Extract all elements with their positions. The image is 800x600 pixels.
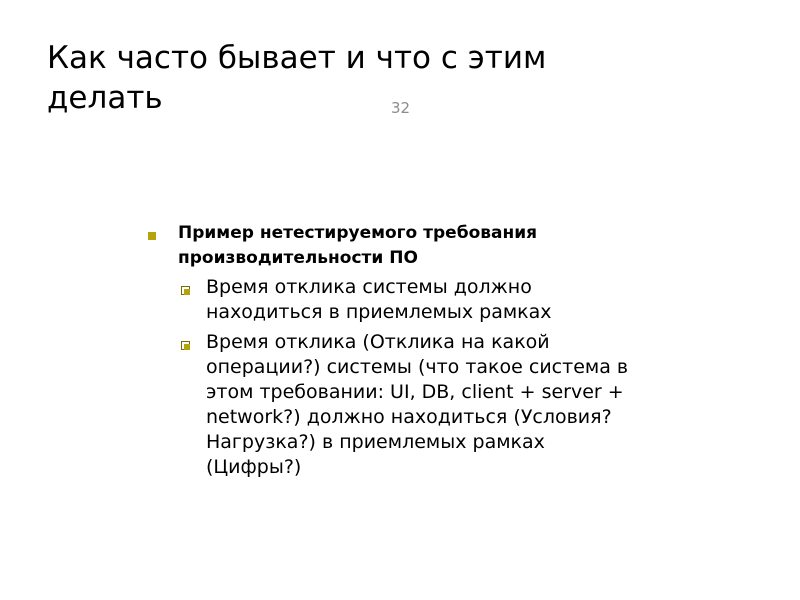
sub-bullet-item [178,275,645,325]
slide-number: 32 [391,99,411,117]
sub-bullet-item [178,330,645,480]
square-bullet-icon [148,232,156,240]
sub-bullet-text: Время отклика системы должно находиться в приемлемых рамках [206,276,552,323]
checkbox-bullet-icon [181,341,190,350]
slide-content [145,221,645,485]
slide-title: Как часто бывает и что с этим делать [47,40,547,116]
sub-bullet-list [145,275,645,480]
bullet-item [145,221,645,271]
sub-bullet-text: Время отклика (Отклика на какой операции?) системы (что такое система в этом требовании: UI, DB, client + server + network?) должно находиться (Условия? Нагрузка?) в приемлемых рамках (Цифры?) [206,331,629,478]
bullet-text: Пример нетестируемого требования производительности ПО [178,223,538,268]
checkbox-bullet-icon [181,286,190,295]
